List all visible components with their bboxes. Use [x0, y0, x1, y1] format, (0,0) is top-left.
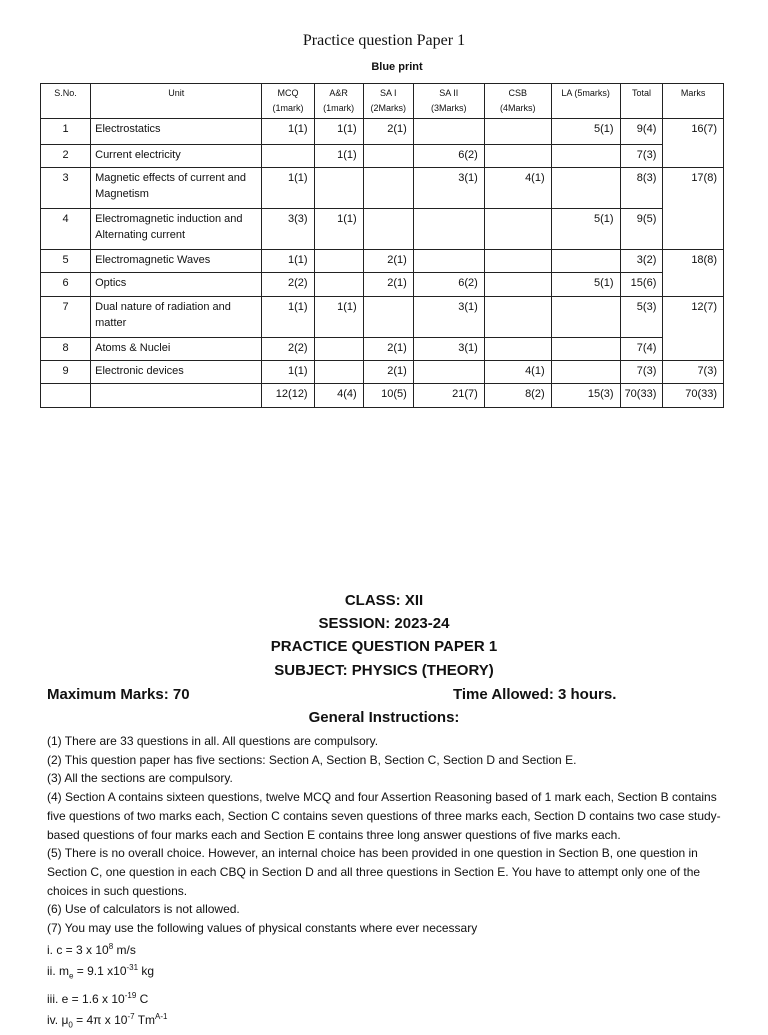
sa2-cell — [413, 250, 484, 273]
sa1-cell — [363, 297, 413, 338]
instructions-heading: General Instructions: — [308, 709, 460, 726]
constant-mid: = 4π x 10 — [72, 1013, 128, 1028]
la-cell — [551, 361, 620, 384]
time-allowed: Time Allowed: 3 hours. — [453, 686, 617, 703]
constant-suffix: m/s — [113, 942, 136, 957]
total-cell: 7(3) — [620, 361, 663, 384]
unit-cell: Electromagnetic Waves — [91, 250, 262, 273]
la-cell — [551, 297, 620, 338]
sa1-cell: 2(1) — [363, 119, 413, 145]
csb-cell — [484, 119, 551, 145]
mcq-cell: 3(3) — [262, 209, 314, 250]
maximum-marks: Maximum Marks: 70 — [47, 686, 190, 703]
sno-cell: 7 — [41, 297, 91, 338]
constant-sup2: A-1 — [155, 1012, 168, 1022]
unit-cell: Electronic devices — [91, 361, 262, 384]
unit-cell: Atoms & Nuclei — [91, 338, 262, 361]
column-header — [363, 84, 413, 119]
table-row — [41, 168, 724, 209]
total-sa1-cell: 10(5) — [363, 384, 413, 408]
constant-prefix: ii. m — [47, 964, 69, 979]
column-header-text: Unit — [168, 88, 185, 98]
csb-cell: 4(1) — [484, 361, 551, 384]
mcq-cell: 1(1) — [262, 250, 314, 273]
constant-sup: -31 — [126, 963, 139, 973]
empty-cell — [91, 384, 262, 408]
table-row — [41, 209, 724, 250]
column-header — [41, 84, 91, 119]
csb-cell — [484, 273, 551, 297]
instruction-item: (5) There is no overall choice. However, an internal choice has been provided in one question in Section B, one question in Section C, one question in each CBQ in Section D and all three questions in Section E. You have to attempt only one of the choices in such questions. — [47, 846, 701, 898]
subject-heading: SUBJECT: PHYSICS (THEORY) — [274, 662, 494, 679]
blueprint-table — [40, 83, 724, 408]
csb-cell — [484, 250, 551, 273]
constant-suffix: kg — [138, 964, 155, 979]
marks-cell: 16(7) — [663, 119, 724, 168]
table-row — [41, 297, 724, 338]
physical-constant — [47, 938, 727, 960]
marks-cell: 7(3) — [663, 361, 724, 384]
unit-cell: Dual nature of radiation and matter — [91, 297, 262, 338]
instruction-item: (4) Section A contains sixteen questions, twelve MCQ and four Assertion Reasoning based of 1 mark each, Section B contains five questions of two marks each, Section C contains seven questions of three marks each, Section D contains two case study-based questions of four marks each and Section E contains three long answer questions of five marks each. — [47, 790, 721, 842]
instruction-item: (1) There are 33 questions in all. All questions are compulsory. — [47, 734, 379, 748]
la-cell — [551, 338, 620, 361]
column-header-text: (1mark) — [272, 103, 304, 113]
column-header — [413, 84, 484, 119]
csb-cell — [484, 145, 551, 168]
total-ar-cell: 4(4) — [314, 384, 363, 408]
sa1-cell — [363, 168, 413, 209]
mcq-cell: 2(2) — [262, 338, 314, 361]
column-header-text: Marks — [680, 88, 706, 98]
column-header-text: (3Marks) — [431, 103, 467, 113]
table-row — [41, 361, 724, 384]
constant-prefix: i. c = 3 x 10 — [47, 942, 109, 957]
sa2-cell: 3(1) — [413, 297, 484, 338]
blueprint-subtitle: Blue print — [371, 61, 423, 73]
instruction-item: (2) This question paper has five sections: Section A, Section B, Section C, Section D and Section E. — [47, 752, 577, 767]
column-header — [262, 84, 314, 119]
column-header-text: SA II — [439, 88, 459, 98]
ar-cell — [314, 250, 363, 273]
sno-cell: 4 — [41, 209, 91, 250]
constant-suffix: Tm — [134, 1013, 156, 1028]
constant-sup: -7 — [127, 1012, 135, 1022]
table-row — [41, 250, 724, 273]
sa2-cell: 3(1) — [413, 338, 484, 361]
sa1-cell: 2(1) — [363, 361, 413, 384]
csb-cell — [484, 338, 551, 361]
session-heading: SESSION: 2023-24 — [318, 615, 450, 632]
column-header — [663, 84, 724, 119]
total-cell: 5(3) — [620, 297, 663, 338]
sa1-cell: 2(1) — [363, 250, 413, 273]
column-header — [484, 84, 551, 119]
total-mcq-cell: 12(12) — [262, 384, 314, 408]
total-cell: 9(5) — [620, 209, 663, 250]
la-cell: 5(1) — [551, 119, 620, 145]
constant-prefix: iv. μ — [47, 1013, 69, 1028]
column-header-text: S.No. — [54, 88, 77, 98]
csb-cell — [484, 297, 551, 338]
table-row — [41, 338, 724, 361]
unit-cell: Electrostatics — [91, 119, 262, 145]
page-title: Practice question Paper 1 — [302, 32, 466, 49]
sa2-cell: 6(2) — [413, 145, 484, 168]
sno-cell: 3 — [41, 168, 91, 209]
physical-constant — [47, 959, 727, 986]
column-header-text: LA (5marks) — [561, 88, 610, 98]
total-sa2-cell: 21(7) — [413, 384, 484, 408]
instruction-item: (3) All the sections are compulsory. — [47, 771, 233, 786]
total-cell: 8(3) — [620, 168, 663, 209]
la-cell — [551, 250, 620, 273]
general-instructions — [47, 732, 727, 1035]
constant-sup: -19 — [124, 990, 137, 1000]
sa2-cell — [413, 119, 484, 145]
sa1-cell: 2(1) — [363, 338, 413, 361]
physical-constant — [47, 987, 727, 1009]
sno-cell: 9 — [41, 361, 91, 384]
totals-row — [41, 384, 724, 408]
sa1-cell — [363, 145, 413, 168]
column-header-text: (4Marks) — [499, 103, 536, 113]
physical-constant — [47, 1008, 727, 1035]
ar-cell: 1(1) — [314, 209, 363, 250]
mcq-cell: 1(1) — [262, 119, 314, 145]
total-cell: 7(3) — [620, 145, 663, 168]
mcq-cell: 1(1) — [262, 361, 314, 384]
sa1-cell — [363, 209, 413, 250]
instruction-item: (6) Use of calculators is not allowed. — [47, 902, 240, 917]
column-header — [620, 84, 663, 119]
total-total-cell: 70(33) — [620, 384, 663, 408]
marks-cell: 12(7) — [663, 297, 724, 361]
class-heading: CLASS: XII — [344, 592, 424, 609]
column-header-text: SA I — [379, 88, 397, 98]
column-header-text: (2Marks) — [370, 103, 406, 113]
constant-mid: = 9.1 x10 — [73, 964, 127, 979]
marks-cell: 17(8) — [663, 168, 724, 250]
sno-cell: 8 — [41, 338, 91, 361]
constant-prefix: iii. e = 1.6 x 10 — [47, 991, 125, 1006]
la-cell: 5(1) — [551, 209, 620, 250]
unit-cell: Optics — [91, 273, 262, 297]
column-header-text: CSB — [508, 88, 527, 98]
sa2-cell — [413, 209, 484, 250]
ar-cell — [314, 273, 363, 297]
total-csb-cell: 8(2) — [484, 384, 551, 408]
column-header-text: A&R — [329, 88, 348, 98]
la-cell: 5(1) — [551, 273, 620, 297]
column-header — [314, 84, 363, 119]
unit-cell: Electromagnetic induction and Alternating current — [91, 209, 262, 250]
la-cell — [551, 145, 620, 168]
total-cell: 7(4) — [620, 338, 663, 361]
ar-cell: 1(1) — [314, 145, 363, 168]
column-header — [551, 84, 620, 119]
column-header — [91, 84, 262, 119]
ar-cell — [314, 338, 363, 361]
mcq-cell: 1(1) — [262, 297, 314, 338]
sno-cell: 6 — [41, 273, 91, 297]
mcq-cell: 2(2) — [262, 273, 314, 297]
csb-cell — [484, 209, 551, 250]
ar-cell: 1(1) — [314, 297, 363, 338]
sa2-cell: 3(1) — [413, 168, 484, 209]
la-cell — [551, 168, 620, 209]
constant-suffix: C — [136, 991, 149, 1006]
mcq-cell: 1(1) — [262, 168, 314, 209]
total-marks-cell: 70(33) — [663, 384, 724, 408]
mcq-cell — [262, 145, 314, 168]
instruction-item: (7) You may use the following values of physical constants where ever necessary — [47, 921, 478, 936]
empty-cell — [41, 384, 91, 408]
ar-cell — [314, 168, 363, 209]
sno-cell: 1 — [41, 119, 91, 145]
column-header-text: MCQ — [277, 88, 299, 98]
constant-sub: 0 — [68, 1020, 73, 1030]
constant-sup: 8 — [108, 941, 114, 951]
total-cell: 3(2) — [620, 250, 663, 273]
sno-cell: 2 — [41, 145, 91, 168]
sa1-cell: 2(1) — [363, 273, 413, 297]
csb-cell: 4(1) — [484, 168, 551, 209]
paper-title: PRACTICE QUESTION PAPER 1 — [270, 638, 498, 655]
unit-cell: Current electricity — [91, 145, 262, 168]
table-row — [41, 273, 724, 297]
sno-cell: 5 — [41, 250, 91, 273]
total-la-cell: 15(3) — [551, 384, 620, 408]
column-header-text: (1mark) — [323, 103, 355, 113]
unit-cell: Magnetic effects of current and Magnetism — [91, 168, 262, 209]
table-row — [41, 145, 724, 168]
sa2-cell: 6(2) — [413, 273, 484, 297]
blueprint-header-row — [41, 84, 724, 119]
marks-cell: 18(8) — [663, 250, 724, 297]
total-cell: 15(6) — [620, 273, 663, 297]
sa2-cell — [413, 361, 484, 384]
table-row — [41, 119, 724, 145]
ar-cell: 1(1) — [314, 119, 363, 145]
column-header-text: Total — [631, 88, 651, 98]
ar-cell — [314, 361, 363, 384]
total-cell: 9(4) — [620, 119, 663, 145]
constant-sub: e — [69, 971, 74, 981]
